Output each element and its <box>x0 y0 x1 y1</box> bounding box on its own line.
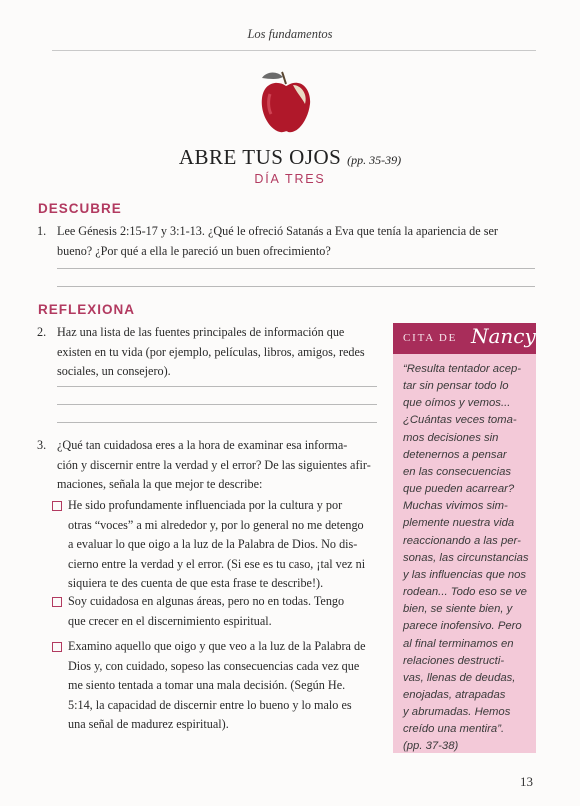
lesson-title <box>0 145 580 170</box>
quote-line: (pp. 37-38) <box>403 740 459 753</box>
quote-line: y las influencias que nos <box>403 568 527 581</box>
option-line: siquiera te des cuenta de que esta frase te describe!). <box>68 576 324 590</box>
answer-line[interactable] <box>57 386 377 387</box>
quote-line: Muchas vivimos sim- <box>403 500 508 513</box>
answer-line[interactable] <box>57 404 377 405</box>
option-somewhat-careful <box>68 592 388 631</box>
quote-author: Nancy <box>471 324 536 348</box>
question-line: ción y discernir entre la verdad y el error? De las siguientes afir- <box>57 457 371 472</box>
quote-line: “Resulta tentador acep- <box>403 363 522 375</box>
option-line: otras “voces” a mi alrededor y, por lo general no me detengo <box>68 517 364 532</box>
quote-line: detenernos a pensar <box>403 448 507 461</box>
question-1 <box>37 222 535 261</box>
quote-line: al final terminamos en <box>403 637 514 650</box>
quote-line: parece inofensivo. Pero <box>403 620 522 633</box>
lesson-day: DÍA TRES <box>254 172 326 186</box>
quote-line: vas, llenas de deudas, <box>403 671 516 684</box>
lesson-pages-ref: (pp. 35-39) <box>347 153 402 167</box>
section-heading-descubre: DESCUBRE <box>38 201 122 216</box>
quote-line: en las consecuencias <box>403 465 512 478</box>
quote-line: y abrumadas. Hemos <box>403 706 511 719</box>
question-3 <box>37 436 387 495</box>
quote-line: enojadas, atrapadas <box>403 688 506 701</box>
option-checkbox[interactable] <box>52 597 62 607</box>
option-checkbox[interactable] <box>52 501 62 511</box>
quote-sidebar <box>393 323 536 753</box>
quote-line: sonas, las circunstancias <box>403 551 529 564</box>
option-line: Examino aquello que oigo y que veo a la luz de la Palabra de <box>68 639 366 653</box>
option-line: Soy cuidadosa en algunas áreas, pero no en todas. Tengo <box>68 594 345 608</box>
quote-body <box>403 361 531 756</box>
question-number: 3. <box>37 438 47 452</box>
answer-line[interactable] <box>57 268 535 269</box>
option-line: que crecer en el discernimiento espiritual. <box>68 613 272 628</box>
running-title: Los fundamentos <box>247 27 333 41</box>
question-line: ¿Qué tan cuidadosa eres a la hora de examinar esa informa- <box>57 438 348 452</box>
header-divider <box>52 50 536 51</box>
section-heading-reflexiona: REFLEXIONA <box>38 302 136 317</box>
page-number: 13 <box>520 774 533 789</box>
option-line: una señal de madurez espiritual). <box>68 717 229 731</box>
option-line: a evaluar lo que oigo a la luz de la Palabra de Dios. No dis- <box>68 537 358 551</box>
quote-header <box>393 323 536 354</box>
quote-line: ¿Cuántas veces toma- <box>403 414 517 427</box>
quote-line: que oímos y vemos... <box>403 397 511 410</box>
quote-line: relaciones destructi- <box>403 654 505 667</box>
quote-label: CITA DE <box>403 332 458 344</box>
option-line: He sido profundamente influenciada por la cultura y por <box>68 498 343 512</box>
quote-line: bien, se siente bien, y <box>403 603 513 616</box>
answer-line[interactable] <box>57 422 377 423</box>
option-line: 5:14, la capacidad de discernir entre lo bueno y lo malo es <box>68 697 352 712</box>
option-line: cierno entre la verdad y el error. (Si ese es tu caso, ¡tal vez ni <box>68 556 366 571</box>
question-line: maciones, señala la que mejor te describe: <box>57 477 263 491</box>
quote-line: tar sin pensar todo lo <box>403 380 509 393</box>
option-line: me siento tentada a tomar una mala decisión. (Según He. <box>68 678 346 692</box>
answer-line[interactable] <box>57 286 535 287</box>
option-checkbox[interactable] <box>52 642 62 652</box>
quote-line: plemente nuestra vida <box>403 517 515 530</box>
question-number: 2. <box>37 325 47 339</box>
question-line: sociales, un consejero). <box>57 364 171 378</box>
option-discerning <box>68 637 388 735</box>
question-text: Lee Génesis 2:15-17 y 3:1-13. ¿Qué le ofreció Satanás a Eva que tenía la apariencia de ser bueno? ¿Por qué a ella le pareció un buen ofrecimiento? <box>57 224 498 258</box>
lesson-title-text: ABRE TUS OJOS <box>178 145 342 169</box>
quote-line: creído una mentira”. <box>403 723 505 736</box>
question-2 <box>37 323 387 382</box>
quote-line: que pueden acarrear? <box>403 483 515 496</box>
question-number: 1. <box>37 224 47 238</box>
quote-line: reaccionando a las per- <box>403 534 521 547</box>
question-line: existen en tu vida (por ejemplo, películas, libros, amigos, redes <box>57 344 365 359</box>
apple-icon <box>256 68 316 138</box>
quote-line: rodean... Todo eso se ve <box>403 586 527 599</box>
option-line: Dios y, con cuidado, sopeso las consecuencias cada vez que <box>68 658 360 673</box>
option-influenced <box>68 496 388 594</box>
question-line: Haz una lista de las fuentes principales de información que <box>57 325 345 339</box>
quote-line: mos decisiones sin <box>403 431 499 444</box>
